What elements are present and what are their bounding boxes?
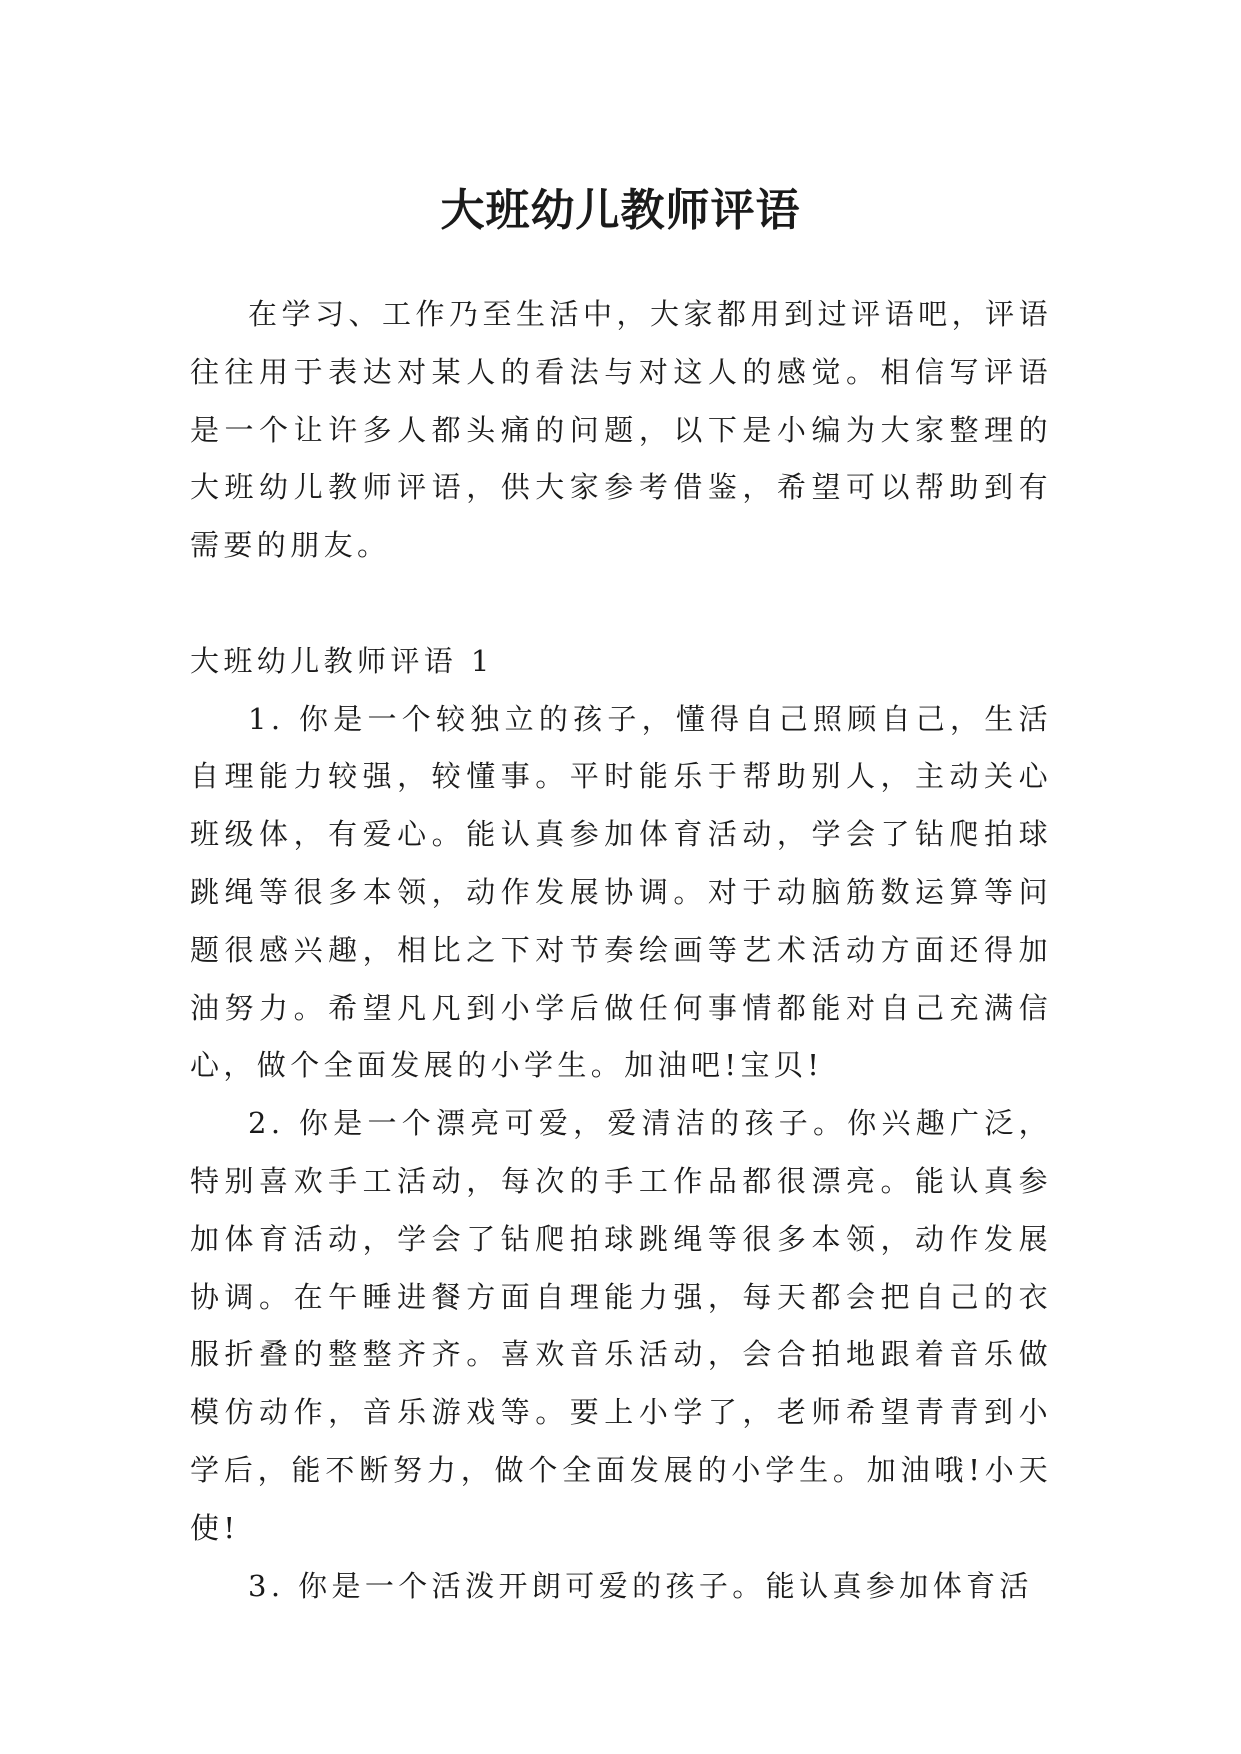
comment-item-1: 1. 你是一个较独立的孩子，懂得自己照顾自己，生活自理能力较强，较懂事。平时能乐于帮助别人，主动关心班级体，有爱心。能认真参加体育活动，学会了钻爬拍球跳绳等很多本领，动作发展协调。对于动脑筋数运算等问题很感兴趣，相比之下对节奏绘画等艺术活动方面还得加油努力。希望凡凡到小学后做任何事情都能对自己充满信心，做个全面发展的小学生。加油吧!宝贝! xyxy=(190,701,1052,1083)
document-body xyxy=(190,286,1052,1615)
section-heading: 大班幼儿教师评语 1 xyxy=(190,643,494,678)
comment-item-2: 2. 你是一个漂亮可爱，爱清洁的孩子。你兴趣广泛，特别喜欢手工活动，每次的手工作品都很漂亮。能认真参加体育活动，学会了钻爬拍球跳绳等很多本领，动作发展协调。在午睡进餐方面自理能力强，每天都会把自己的衣服折叠的整整齐齐。喜欢音乐活动，会合拍地跟着音乐做模仿动作，音乐游戏等。要上小学了，老师希望青青到小学后，能不断努力，做个全面发展的小学生。加油哦!小天使! xyxy=(190,1106,1052,1545)
document-title: 大班幼儿教师评语 xyxy=(440,185,801,237)
comment-item-3: 3. 你是一个活泼开朗可爱的孩子。能认真参加体育活 xyxy=(248,1568,1033,1603)
intro-paragraph: 在学习、工作乃至生活中，大家都用到过评语吧，评语往往用于表达对某人的看法与对这人的感觉。相信写评语是一个让许多人都头痛的问题，以下是小编为大家整理的大班幼儿教师评语，供大家参考借鉴，希望可以帮助到有需要的朋友。 xyxy=(190,297,1052,563)
